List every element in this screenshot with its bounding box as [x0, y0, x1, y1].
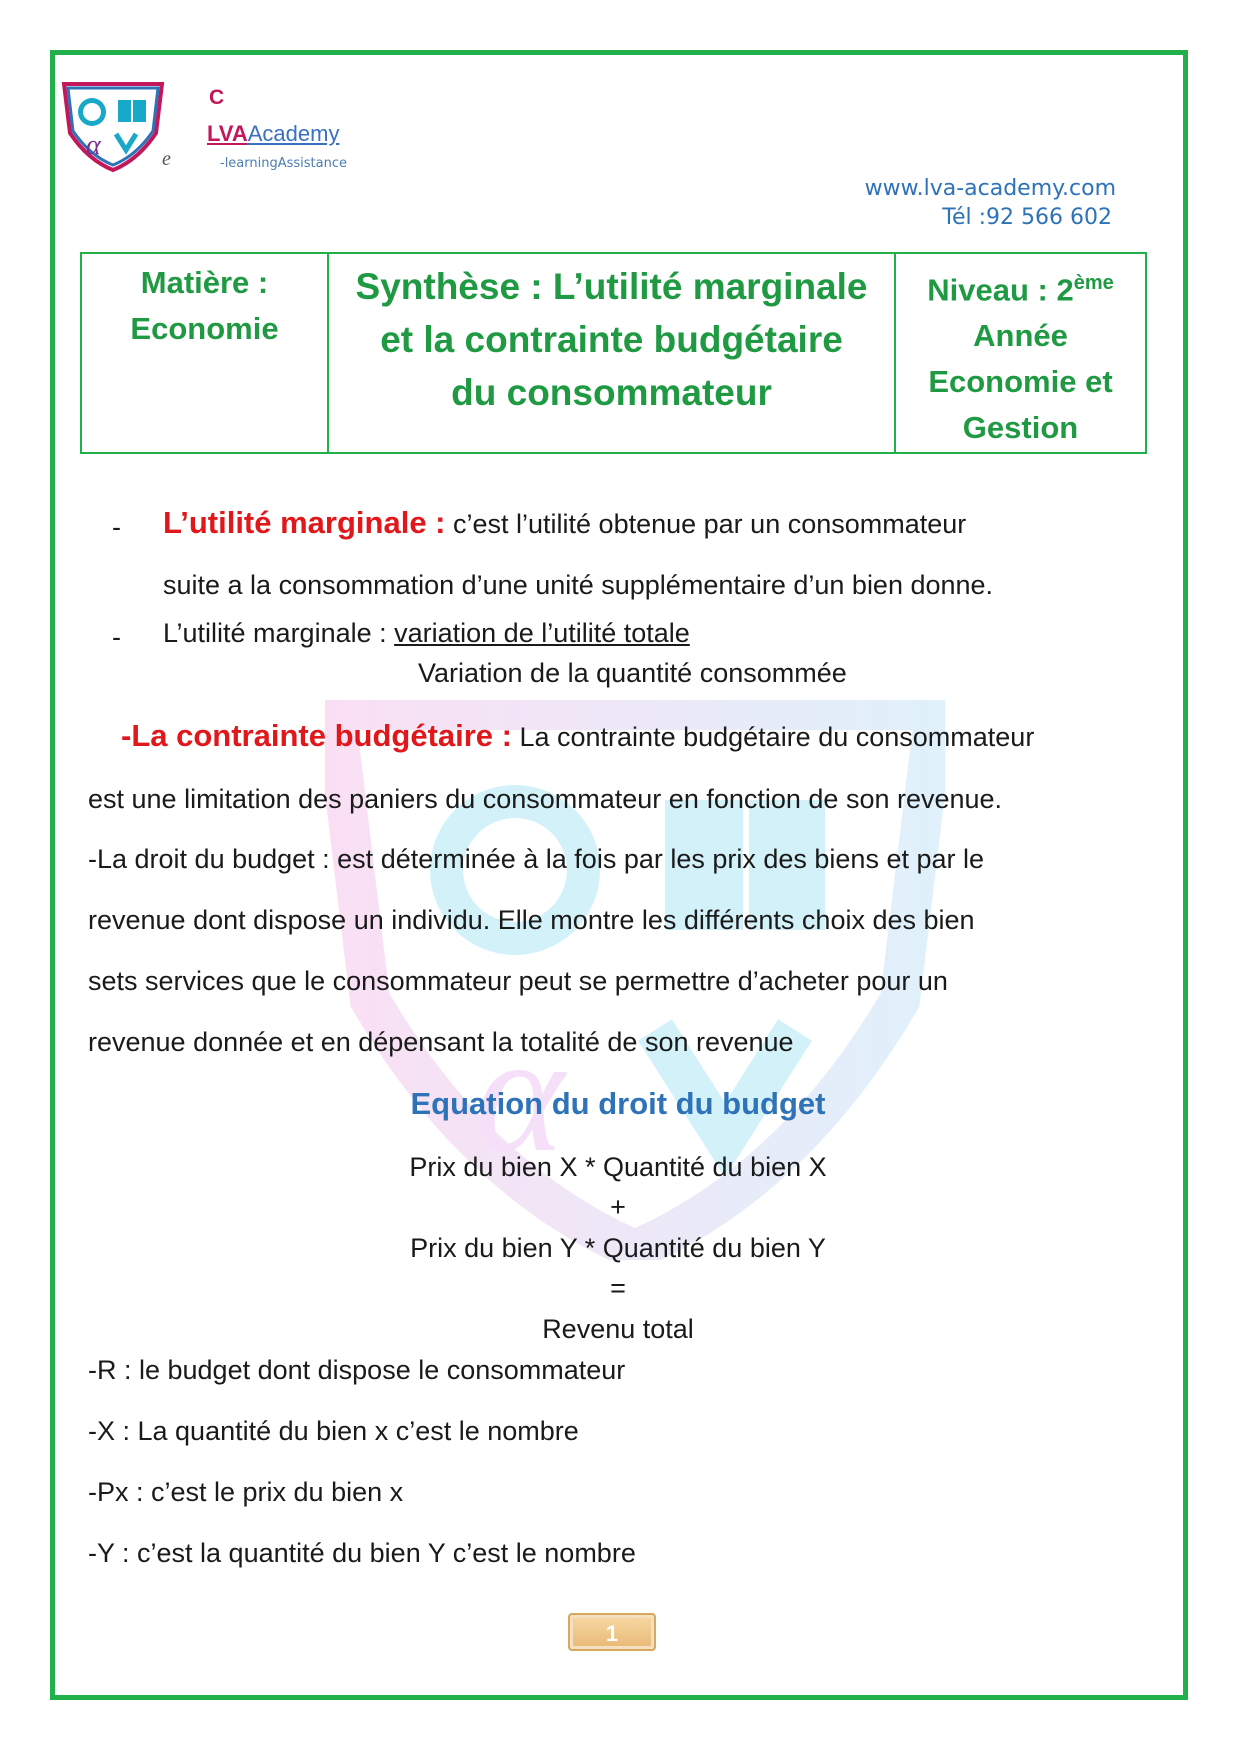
definition-x: -X : La quantité du bien x c’est le nombre [88, 1416, 579, 1446]
bullet-dash: - [112, 622, 121, 652]
brand-lva: LVA [207, 121, 248, 146]
um-formula-label: L’utilité marginale : [163, 618, 395, 648]
brand-e: e [162, 148, 171, 170]
equation-equals: = [610, 1273, 626, 1303]
equation-line-1: Prix du bien X * Quantité du bien X [409, 1152, 827, 1182]
cb-definition-line-1 [121, 718, 1034, 754]
cb-def-1: La contrainte budgétaire du consommateur [511, 722, 1035, 752]
equation-line-2: Prix du bien Y * Quantité du bien Y [410, 1233, 826, 1263]
um-term: L’utilité marginale : [163, 505, 446, 540]
subject-label: Matière : [140, 265, 269, 300]
definition-r: -R : le budget dont dispose le consommateur [88, 1355, 626, 1385]
um-formula [163, 618, 690, 649]
cb-definition-line-2: est une limitation des paniers du consommateur en fonction de son revenue. [88, 784, 1003, 814]
level-cell [895, 253, 1146, 453]
equation-plus: + [610, 1192, 626, 1222]
level-line-3: Economie et [928, 364, 1113, 400]
svg-text:α: α [86, 130, 101, 161]
equation-title: Equation du droit du budget [410, 1086, 826, 1121]
brand-academy: Academy [247, 121, 340, 146]
cb-term: -La contrainte budgétaire : [121, 718, 512, 753]
level-line-2: Année [973, 318, 1068, 354]
brand-name [207, 121, 339, 147]
um-formula-numerator: variation de l’utilité totale [394, 618, 690, 648]
title-line-3: du consommateur [451, 372, 772, 413]
budget-line-4: revenue donnée et en dépensant la totalité de son revenue [88, 1027, 794, 1057]
phone-number: Tél :92 566 602 [942, 205, 1112, 230]
title-cell [328, 253, 895, 453]
brand-c: C [209, 86, 225, 109]
brand-tagline: -learningAssistance [220, 156, 347, 171]
definition-px: -Px : c’est le prix du bien x [88, 1477, 404, 1507]
subject-value: Economie [130, 311, 279, 346]
definition-y: -Y : c’est la quantité du bien Y c’est le nombre [88, 1538, 636, 1568]
website-link[interactable]: www.lva-academy.com [864, 176, 1116, 201]
budget-line-2: revenue dont dispose un individu. Elle montre les différents choix des bien [88, 905, 975, 935]
level-line-4: Gestion [962, 410, 1079, 446]
um-formula-denominator: Variation de la quantité consommée [418, 658, 847, 688]
level-superscript: ème [1073, 272, 1114, 294]
title-line-1: Synthèse : L’utilité marginale [355, 266, 868, 307]
title-line-2: et la contrainte budgétaire [380, 319, 843, 360]
level-label: Niveau : 2ème [927, 272, 1114, 308]
um-definition-line-1 [163, 505, 966, 541]
contact-info [865, 174, 1116, 232]
lva-logo-icon [58, 78, 168, 173]
bullet-dash: - [112, 512, 121, 542]
budget-line-3: sets services que le consommateur peut se permettre d’acheter pour un [88, 966, 948, 996]
subject-cell [81, 253, 328, 453]
um-def-1: c’est l’utilité obtenue par un consommateur [445, 509, 967, 539]
header-table [80, 252, 1147, 454]
page-number: 1 [568, 1613, 656, 1651]
equation-line-3: Revenu total [542, 1314, 694, 1344]
um-definition-line-2: suite a la consommation d’une unité supplémentaire d’un bien donne. [163, 570, 994, 600]
budget-line-1: -La droit du budget : est déterminée à la fois par les prix des biens et par le [88, 844, 985, 874]
svg-text:α: α [475, 999, 565, 1187]
